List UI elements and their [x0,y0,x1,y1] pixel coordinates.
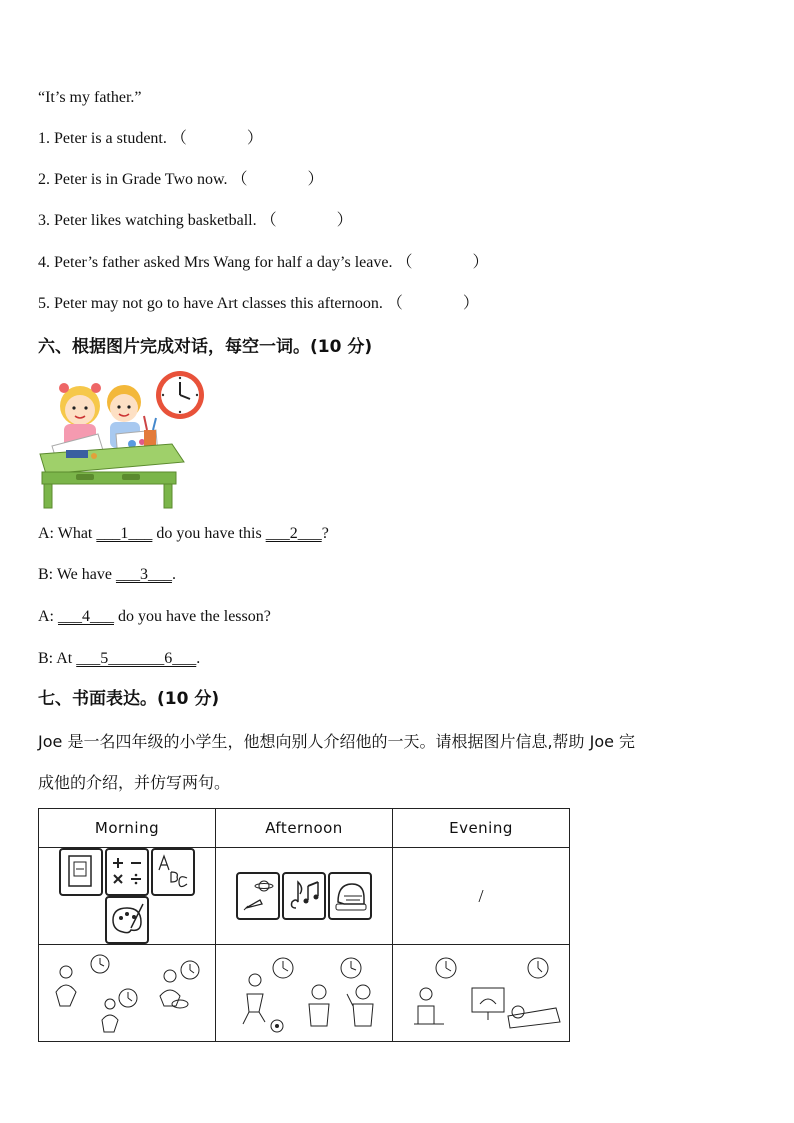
joe-day-schedule-table [38,808,570,1042]
question-number: 1. [38,130,50,147]
paren-close: ） [307,171,324,188]
music-notes-icon [282,872,326,920]
math-symbols-icon [105,848,149,896]
morning-subjects [39,848,216,945]
dialog-text: . [196,650,201,667]
question-number: 2. [38,171,50,188]
question-5 [38,294,479,314]
writing-prompt-line-2: 成他的介绍，并仿写两句。 [38,773,231,792]
dialog-text: do you have the lesson? [114,608,271,625]
header-morning: Morning [39,809,216,848]
pe-helmet-icon [328,872,372,920]
paren-close: ） [472,254,489,271]
blank-4[interactable]: ___4___ [58,608,114,625]
evening-subjects [393,848,570,945]
question-number: 3. [38,212,50,229]
evening-activities-illustration [393,945,570,1042]
dialog-text: B: At [38,650,77,667]
art-palette-icon [105,896,149,944]
writing-prompt-line-1: Joe 是一名四年级的小学生，他想向别人介绍他的一天。请根据图片信息,帮助 Joe 完 [38,732,636,751]
paren-open: （ [170,130,187,147]
dialog-line-2 [38,565,176,585]
question-text: Peter likes watching basketball. [54,212,257,229]
chinese-book-icon [59,848,103,896]
paren-close: ） [462,295,479,312]
header-evening: Evening [393,809,570,848]
question-number: 5. [38,295,50,312]
evening-mark: / [478,885,484,906]
dialog-text: A: [38,608,58,625]
morning-activities-illustration [39,945,216,1042]
paren-close: ） [246,130,263,147]
quote-line: “It’s my father.” [38,89,142,106]
dialog-line-3 [38,607,271,627]
question-text: Peter is in Grade Two now. [54,171,228,188]
dialog-text: . [171,566,176,583]
afternoon-activities-illustration [216,945,393,1042]
paren-close: ） [336,212,353,229]
blank-1[interactable]: ___1___ [96,525,153,542]
question-1 [38,129,263,149]
question-2 [38,170,324,190]
blank-2[interactable]: ___2___ [265,525,322,542]
section-7-title: 七、书面表达。(10 分) [38,689,220,709]
question-text: Peter is a student. [54,130,167,147]
question-text: Peter’s father asked Mrs Wang for half a day’s leave. [54,254,393,271]
dialog-line-1 [38,524,329,544]
paren-open: （ [231,171,248,188]
dialog-text: do you have this [152,525,266,542]
blank-3[interactable]: ___3___ [115,566,172,583]
afternoon-subjects [216,848,393,945]
paren-open: （ [396,254,413,271]
blank-5-6[interactable]: ___5_______6___ [76,650,197,667]
abc-letters-icon [151,848,195,896]
question-4 [38,253,488,273]
question-3 [38,211,353,231]
question-number: 4. [38,254,50,271]
dialog-line-4 [38,649,200,669]
question-text: Peter may not go to have Art classes this afternoon. [54,295,383,312]
children-drawing-illustration [36,368,212,510]
science-rocket-icon [236,872,280,920]
dialog-text: A: What [38,525,97,542]
paren-open: （ [260,212,277,229]
dialog-text: B: We have [38,566,116,583]
dialog-text: ? [321,525,329,542]
header-afternoon: Afternoon [216,809,393,848]
section-6-title: 六、根据图片完成对话，每空一词。(10 分) [38,337,373,357]
paren-open: （ [386,295,403,312]
